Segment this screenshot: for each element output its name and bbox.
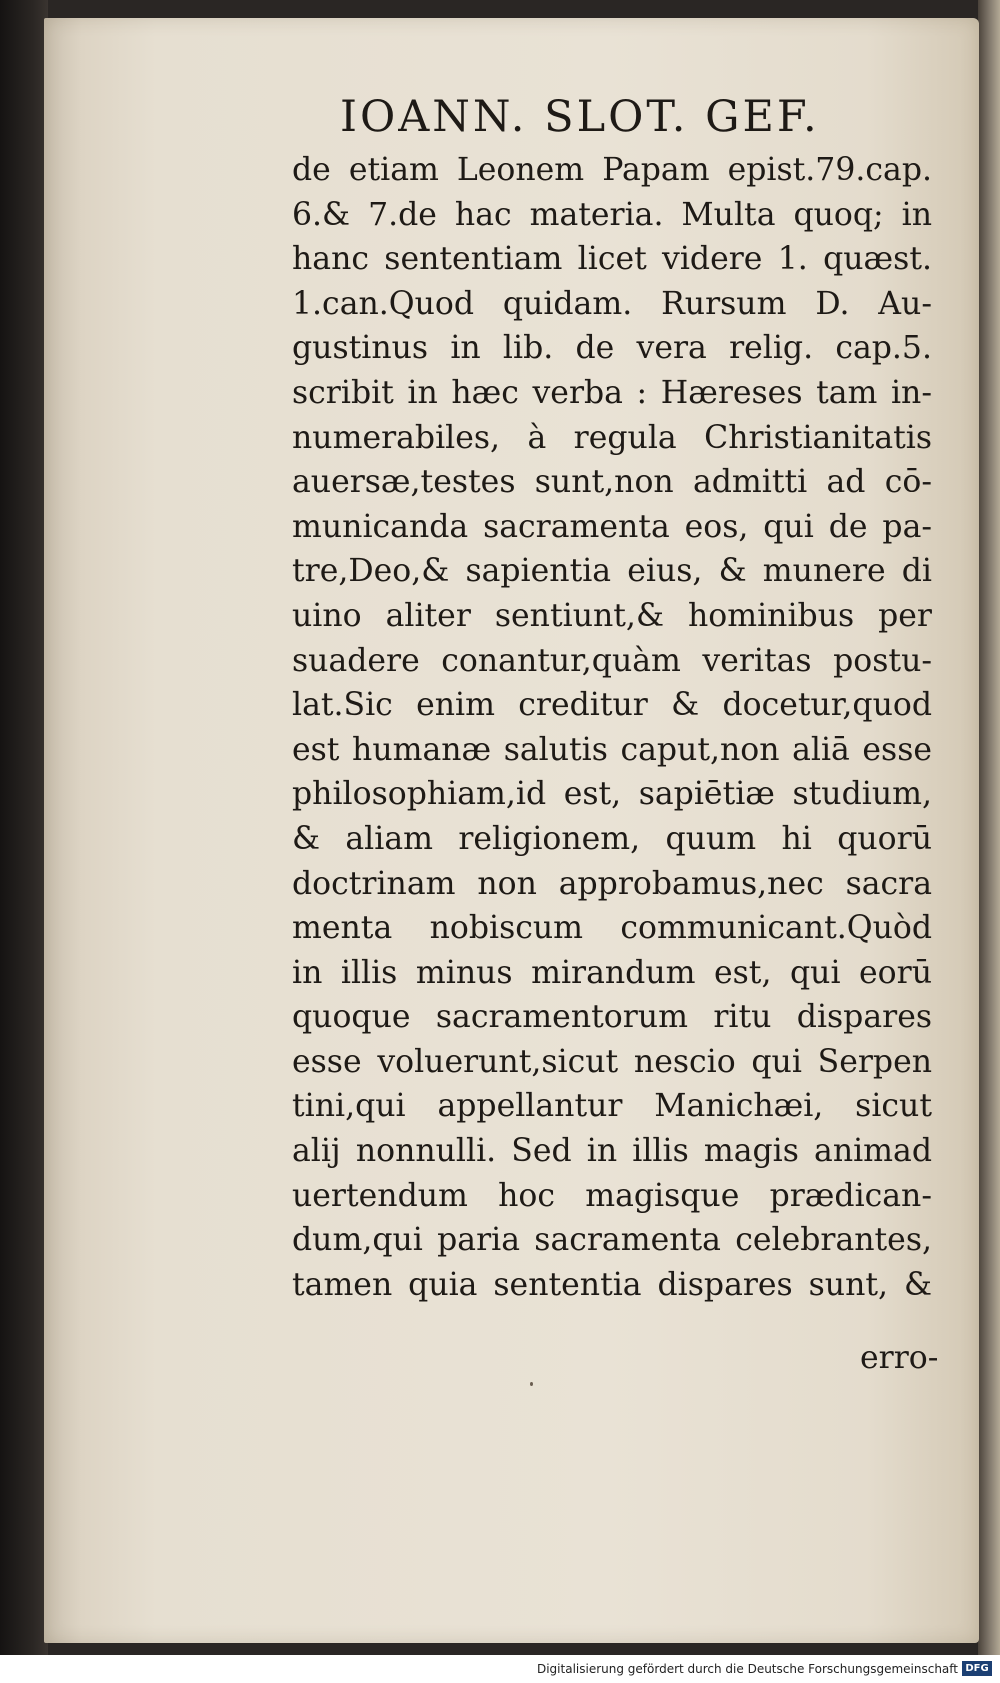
text-line: quoque sacramentorum ritu dispares [292, 999, 932, 1036]
text-line: tamen quia sententia dispares sunt, & [292, 1266, 932, 1303]
paper-speck [530, 1382, 533, 1386]
digitization-credit: Digitalisierung gefördert durch die Deutsche Forschungsgemeinschaft [536, 1662, 958, 1676]
text-line: uino aliter sentiunt,& hominibus per [292, 597, 932, 634]
text-line: municanda sacramenta eos, qui de pa- [292, 508, 932, 545]
text-line: suadere conantur,quàm veritas postu- [292, 642, 932, 679]
text-line: uertendum hoc magisque prædican- [292, 1177, 932, 1214]
text-line: philosophiam,id est, sapiētiæ studium, [292, 776, 932, 813]
text-line: 6.& 7.de hac materia. Multa quoq; in [292, 196, 932, 233]
text-line: hanc sententiam licet videre 1. quæst. [292, 241, 932, 278]
text-line: auersæ,testes sunt,non admitti ad cō- [292, 464, 932, 501]
text-line: esse voluerunt,sicut nescio qui Serpen [292, 1043, 932, 1080]
text-line: menta nobiscum communicant.Quòd [292, 910, 932, 947]
dfg-logo: DFG [962, 1661, 992, 1676]
page-edge [978, 0, 1000, 1655]
page-text [292, 148, 932, 1307]
text-line: dum,qui paria sacramenta celebrantes, [292, 1222, 932, 1259]
text-line: in illis minus mirandum est, qui eorū [292, 954, 932, 991]
text-line: gustinus in lib. de vera relig. cap.5. [292, 330, 932, 367]
text-line: tini,qui appellantur Manichæi, sicut [292, 1088, 932, 1125]
text-line: & aliam religionem, quum hi quorū [292, 820, 932, 857]
catchword: erro- [860, 1340, 939, 1376]
text-line: alij nonnulli. Sed in illis magis animad [292, 1133, 932, 1170]
text-line: numerabiles, à regula Christianitatis [292, 419, 932, 456]
text-line: est humanæ salutis caput,non aliā esse [292, 731, 932, 768]
spine-shadow [0, 0, 48, 1655]
text-line: lat.Sic enim creditur & docetur,quod [292, 687, 932, 724]
text-line: doctrinam non approbamus,nec sacra [292, 865, 932, 902]
text-line: scribit in hæc verba : Hæreses tam in- [292, 374, 932, 411]
text-line: de etiam Leonem Papam epist.79.cap. [292, 152, 932, 188]
running-head: IOANN. SLOT. GEF. [340, 92, 820, 142]
text-line: tre,Deo,& sapientia eius, & munere di [292, 553, 932, 590]
text-line: 1.can.Quod quidam. Rursum D. Au- [292, 285, 932, 322]
